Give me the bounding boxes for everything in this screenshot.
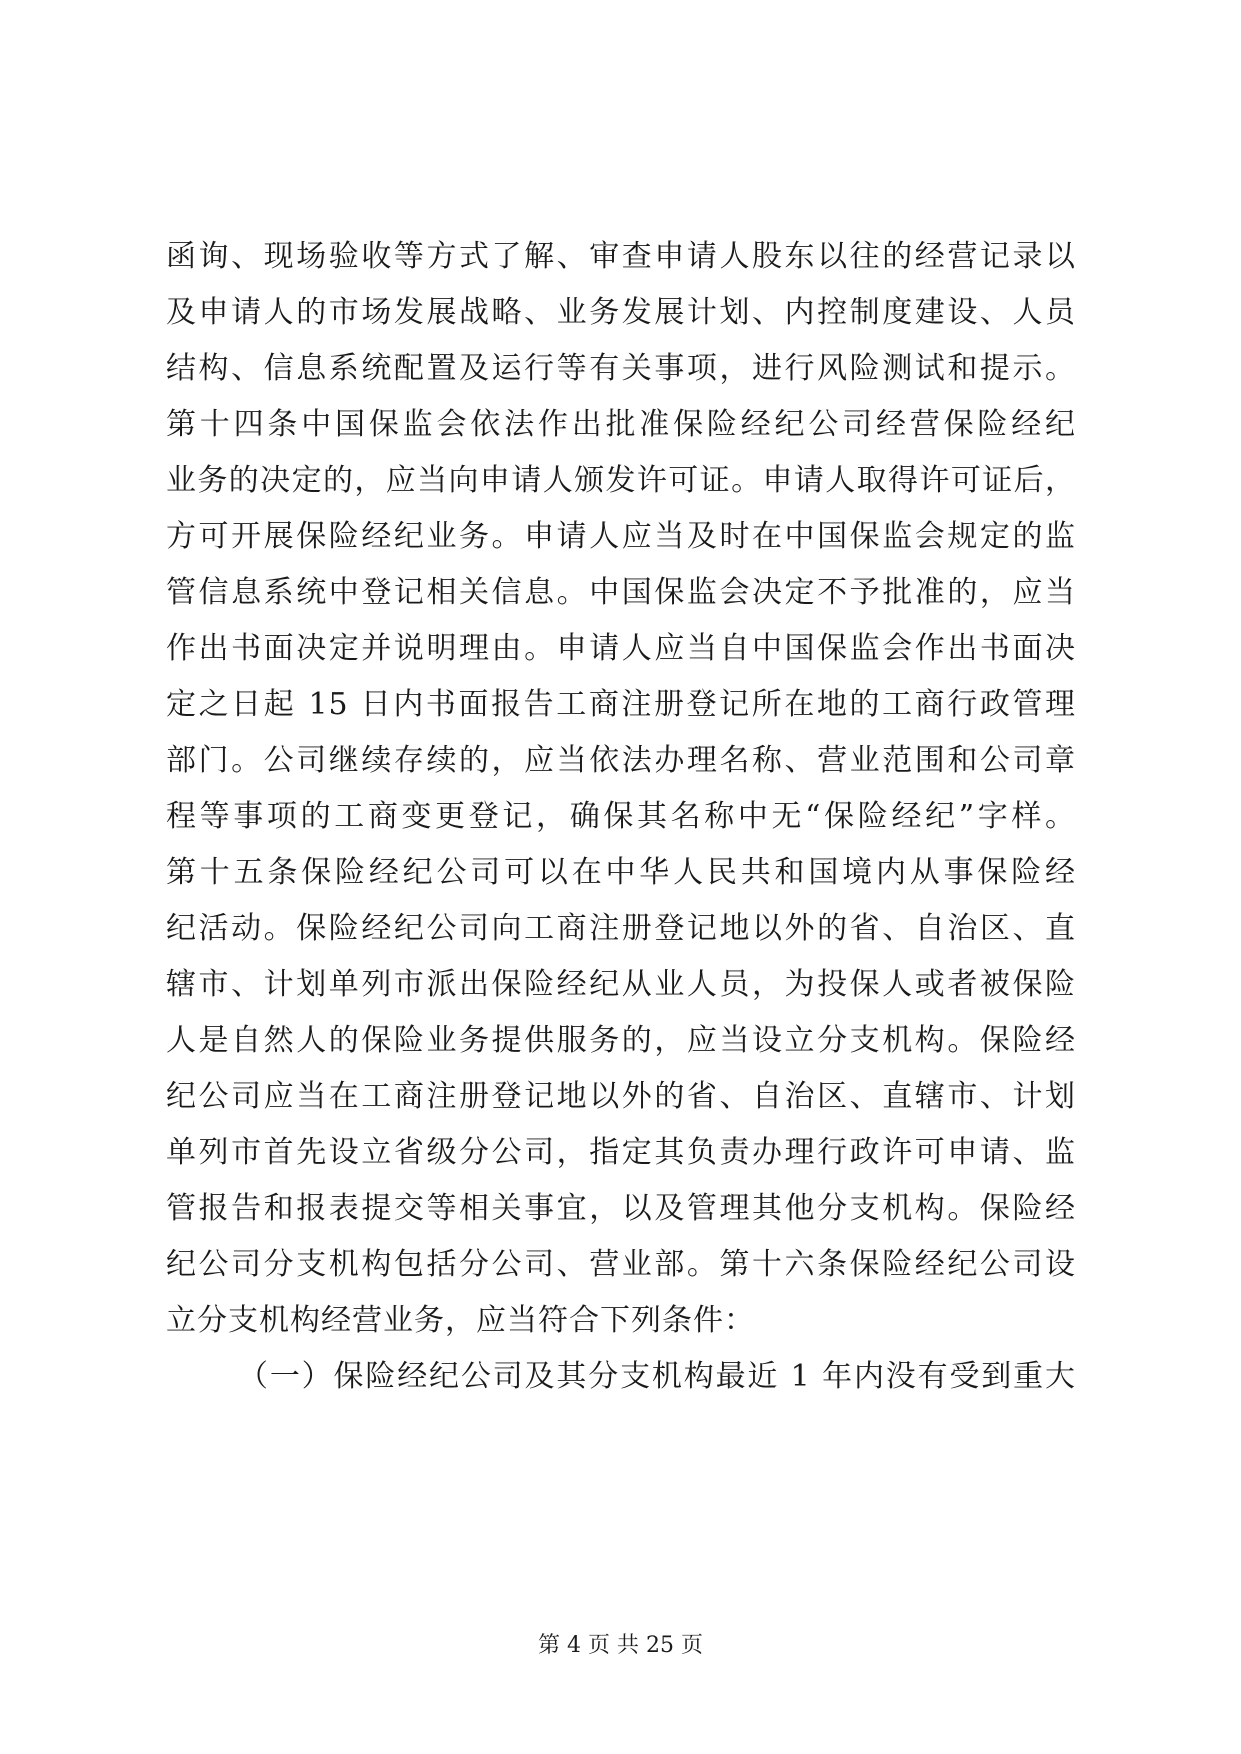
text-line: 纪公司分支机构包括分公司、营业部。第十六条保险经纪公司设 [166, 1247, 1076, 1282]
text-line: 第十四条中国保监会依法作出批准保险经纪公司经营保险经纪 [166, 407, 1076, 442]
text-line: 作出书面决定并说明理由。申请人应当自中国保监会作出书面决 [166, 631, 1076, 666]
text-line: 函询、现场验收等方式了解、审查申请人股东以往的经营记录以 [166, 239, 1076, 274]
page-number-footer: 第 4 页 共 25 页 [538, 1633, 703, 1658]
text-line: 第十五条保险经纪公司可以在中华人民共和国境内从事保险经 [166, 855, 1076, 890]
text-line-indented: （一）保险经纪公司及其分支机构最近 1 年内没有受到重大 [238, 1359, 1076, 1394]
text-line: 纪活动。保险经纪公司向工商注册登记地以外的省、自治区、直 [166, 911, 1076, 946]
text-line: 程等事项的工商变更登记，确保其名称中无“保险经纪”字样。 [166, 799, 1076, 834]
text-line: 部门。公司继续存续的，应当依法办理名称、营业范围和公司章 [166, 743, 1076, 778]
text-line: 业务的决定的，应当向申请人颁发许可证。申请人取得许可证后， [166, 463, 1076, 498]
text-line: 辖市、计划单列市派出保险经纪从业人员，为投保人或者被保险 [166, 967, 1076, 1002]
body-text [166, 229, 1076, 1405]
text-line: 单列市首先设立省级分公司，指定其负责办理行政许可申请、监 [166, 1135, 1076, 1170]
text-line: 人是自然人的保险业务提供服务的，应当设立分支机构。保险经 [166, 1023, 1076, 1058]
text-line: 结构、信息系统配置及运行等有关事项，进行风险测试和提示。 [166, 351, 1076, 386]
text-line: 管报告和报表提交等相关事宜，以及管理其他分支机构。保险经 [166, 1191, 1076, 1226]
text-line: 管信息系统中登记相关信息。中国保监会决定不予批准的，应当 [166, 575, 1076, 610]
text-line: 及申请人的市场发展战略、业务发展计划、内控制度建设、人员 [166, 295, 1076, 330]
text-line: 立分支机构经营业务，应当符合下列条件： [166, 1303, 755, 1338]
text-line: 方可开展保险经纪业务。申请人应当及时在中国保监会规定的监 [166, 519, 1076, 554]
text-line: 纪公司应当在工商注册登记地以外的省、自治区、直辖市、计划 [166, 1079, 1076, 1114]
text-line: 定之日起 15 日内书面报告工商注册登记所在地的工商行政管理 [166, 687, 1076, 722]
